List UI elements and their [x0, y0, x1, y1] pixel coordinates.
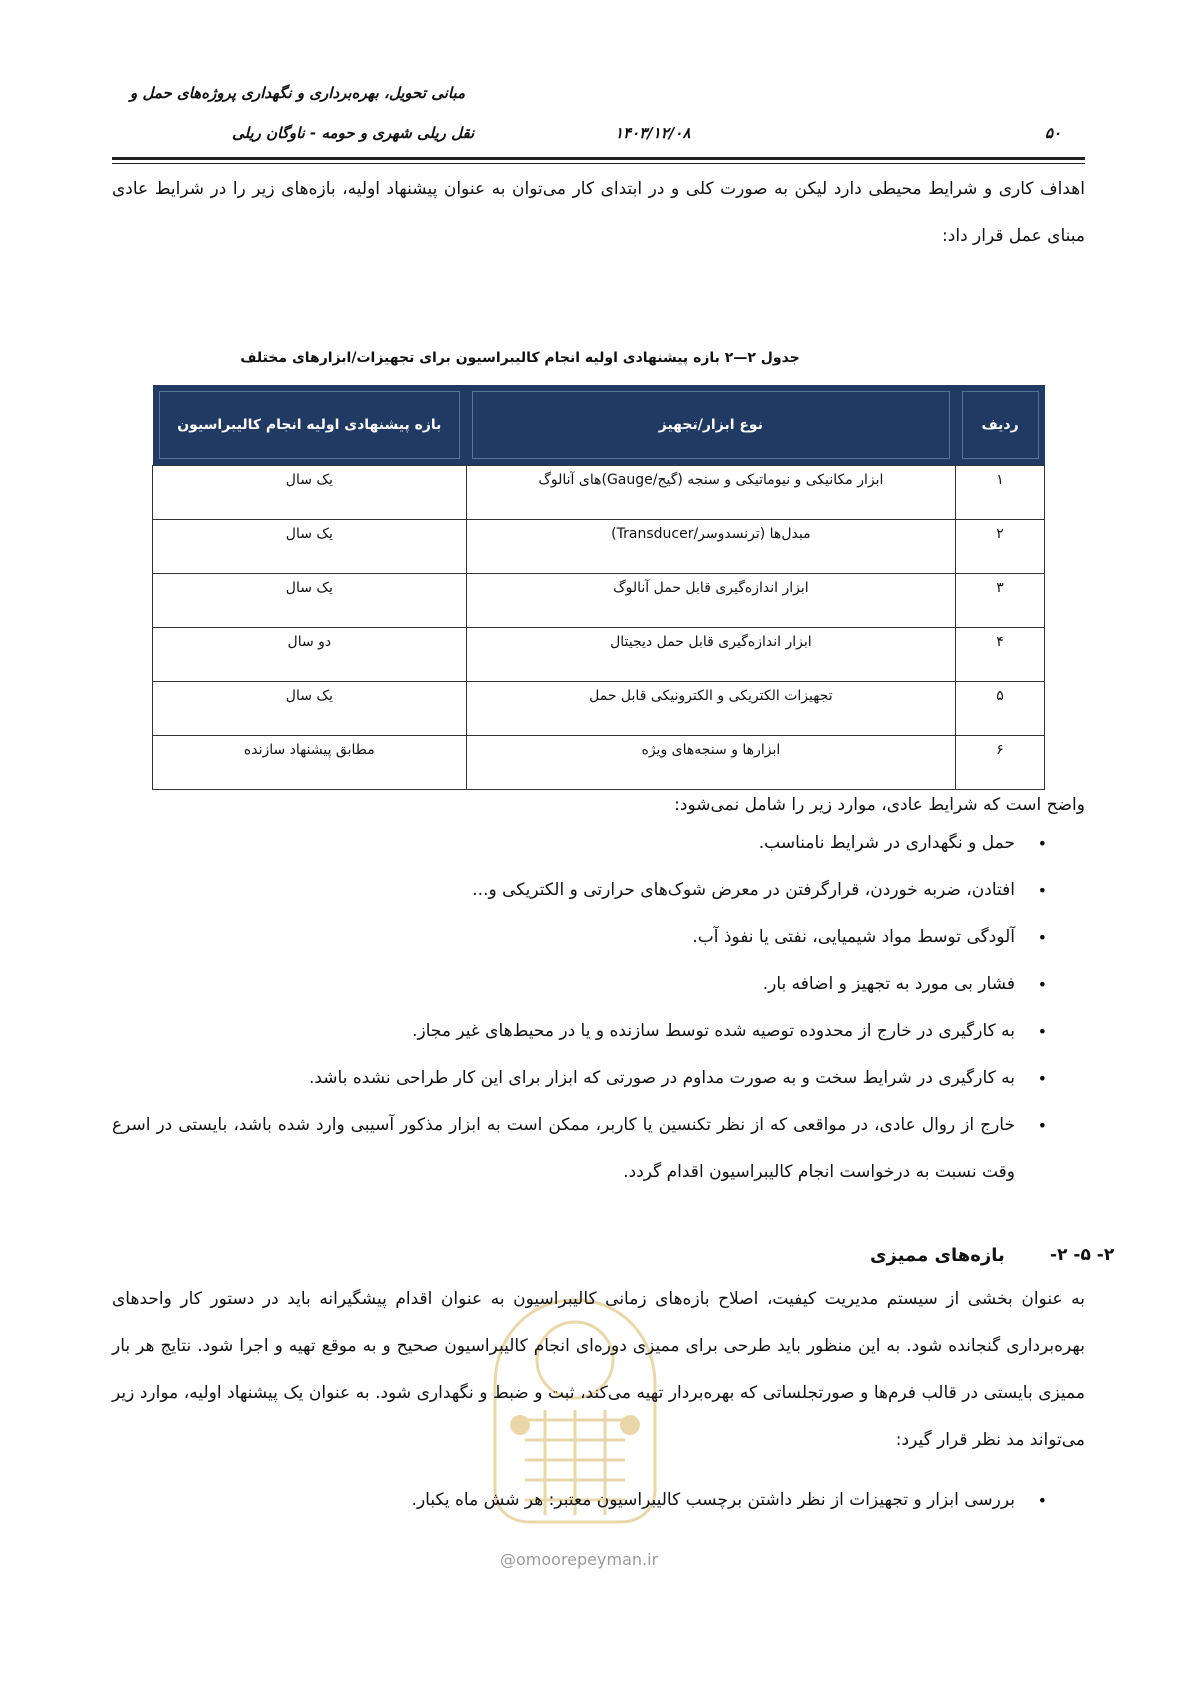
table-row [153, 736, 1045, 790]
row-number: ۱ [956, 466, 1045, 520]
list-item: • بررسی ابزار و تجهیزات از نظر داشتن برچسب کالیبراسیون معتبر: هر شش ماه یکبار. [112, 1477, 1085, 1524]
header-rule-thick [112, 157, 1085, 160]
list-item: • آلودگی توسط مواد شیمیایی، نفتی یا نفوذ آب. [112, 914, 1085, 961]
list-item: • فشار بی مورد به تجهیز و اضافه بار. [112, 961, 1085, 1008]
table-row [153, 466, 1045, 520]
calibration-period: یک سال [153, 574, 467, 628]
row-number: ۲ [956, 520, 1045, 574]
header-date: ۱۴۰۳/۱۲/۰۸ [615, 124, 691, 142]
table-row [153, 682, 1045, 736]
list-item: • به کارگیری در خارج از محدوده توصیه شده توسط سازنده و یا در محیط‌های غیر مجاز. [112, 1008, 1085, 1055]
lead-text: واضح است که شرایط عادی، موارد زیر را شامل نمی‌شود: [674, 795, 1085, 815]
calibration-table [152, 385, 1045, 790]
header-equipment-type: نوع ابزار/تجهیز [466, 385, 955, 466]
calibration-period: یک سال [153, 520, 467, 574]
header-title-line2: نقل ریلی شهری و حومه - ناوگان ریلی [232, 124, 475, 142]
equipment-type: مبدل‌ها (ترنسدوسر/Transducer) [466, 520, 955, 574]
intro-paragraph: اهداف کاری و شرایط محیطی دارد لیکن به صورت کلی و در ابتدای کار می‌توان به عنوان پیشنهاد اولیه، بازه‌های زیر را در شرایط عادی مبنای عمل قرار داد: [112, 179, 1085, 246]
equipment-type: تجهیزات الکتریکی و الکترونیکی قابل حمل [466, 682, 955, 736]
equipment-type: ابزار اندازه‌گیری قابل حمل دیجیتال [466, 628, 955, 682]
list-item: • به کارگیری در شرایط سخت و به صورت مداوم در صورتی که ابزار برای این کار طراحی نشده باشد. [112, 1055, 1085, 1102]
row-number: ۳ [956, 574, 1045, 628]
page-number: ۵۰ [1045, 124, 1062, 142]
bullet-icon: • [1037, 975, 1047, 994]
bullet-icon: • [1037, 881, 1047, 900]
bullet-icon: • [1037, 834, 1047, 853]
bullet-icon: • [1037, 1116, 1047, 1135]
table-header-row [153, 385, 1045, 466]
equipment-type: ابزارها و سنجه‌های ویژه [466, 736, 955, 790]
calibration-period: یک سال [153, 466, 467, 520]
bullet-icon: • [1037, 928, 1047, 947]
section-title: بازه‌های ممیزی [870, 1245, 1005, 1266]
at-icon: @ [500, 1550, 516, 1569]
section-paragraph: به عنوان بخشی از سیستم مدیریت کیفیت، اصلاح بازه‌های زمانی کالیبراسیون به عنوان اقدام پیشگیرانه باید در دستور کار واحدهای بهره‌برداری گنجانده شود. به این منظور باید طرحی برای ممیزی دوره‌ای انجام کالیبراسیون صحیح و به موقع تهیه و اجرا شود. نتایج هر بار ممیزی بایستی در قالب فرم‌ها و صورتجلساتی که بهره‌بردار تهیه می‌کند، ثبت و ضبط و نگهداری شود. به عنوان یک پیشنهاد اولیه، موارد زیر می‌تواند مد نظر قرار گیرد: [112, 1289, 1085, 1450]
table-row [153, 574, 1045, 628]
calibration-period: مطابق پیشنهاد سازنده [153, 736, 467, 790]
list-item: • افتادن، ضربه خوردن، قرارگرفتن در معرض شوک‌های حرارتی و الکتریکی و... [112, 867, 1085, 914]
bullet-icon: • [1037, 1069, 1047, 1088]
equipment-type: ابزار مکانیکی و نیوماتیکی و سنجه (گیج/Gauge)های آنالوگ [466, 466, 955, 520]
list-item: • خارج از روال عادی، در مواقعی که از نظر تکنسین یا کاربر، ممکن است به ابزار مذکور آسیبی وارد شده باشد، بایستی در اسرع وقت نسبت به درخواست انجام کالیبراسیون اقدام گردد. [112, 1102, 1085, 1196]
table-row [153, 628, 1045, 682]
section-number: ۲- ۵- ۲- [1050, 1245, 1115, 1265]
header-calibration-period: بازه پیشنهادی اولیه انجام کالیبراسیون [153, 385, 467, 466]
row-number: ۴ [956, 628, 1045, 682]
bullet-icon: • [1037, 1022, 1047, 1041]
header-row-number: ردیف [956, 385, 1045, 466]
equipment-type: ابزار اندازه‌گیری قابل حمل آنالوگ [466, 574, 955, 628]
calibration-period: دو سال [153, 628, 467, 682]
list-item: • حمل و نگهداری در شرایط نامناسب. [112, 820, 1085, 867]
exclusions-list [112, 820, 1085, 1196]
bullet-icon: • [1037, 1491, 1047, 1510]
watermark-site: @omoorepeyman.ir [500, 1550, 659, 1569]
calibration-period: یک سال [153, 682, 467, 736]
header-rule-thin [112, 163, 1085, 164]
header-title-line1: مبانی تحویل، بهره‌برداری و نگهداری پروژه‌های حمل و [130, 84, 466, 102]
row-number: ۶ [956, 736, 1045, 790]
row-number: ۵ [956, 682, 1045, 736]
audit-list [112, 1477, 1085, 1524]
table-caption: جدول ۲—۲ بازه پیشنهادی اولیه انجام کالیبراسیون برای تجهیزات/ابزارهای مختلف [240, 350, 800, 366]
table-row [153, 520, 1045, 574]
